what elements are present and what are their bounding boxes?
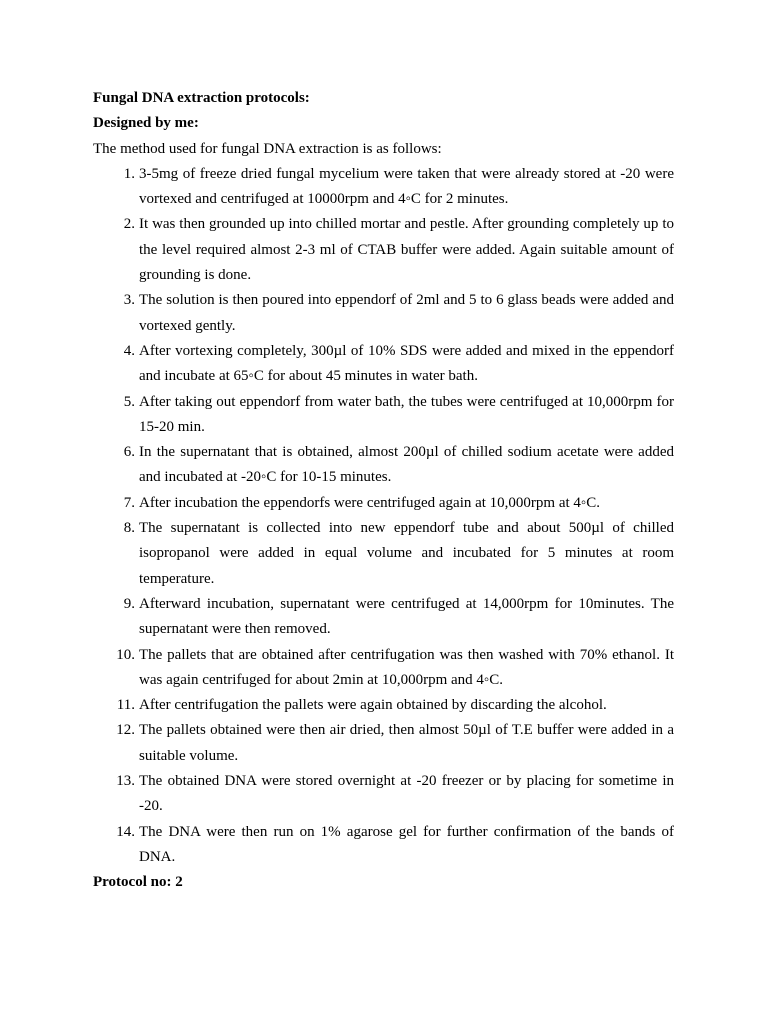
- step-number: 13.: [116, 773, 135, 790]
- step-text: After vortexing completely, 300µl of 10% SDS were added and mixed in the eppendorf and incubate at 65◦C for about 45 minutes in water bath.: [139, 342, 674, 385]
- list-item: [93, 288, 674, 339]
- step-text: After centrifugation the pallets were again obtained by discarding the alcohol.: [139, 697, 607, 714]
- step-number: 11.: [116, 697, 135, 714]
- step-text: The pallets obtained were then air dried, then almost 50µl of T.E buffer were added in a suitable volume.: [139, 722, 674, 764]
- step-text: It was then grounded up into chilled mortar and pestle. After grounding completely up to the level required almost 2-3 ml of CTAB buffer were added. Again suitable amount of grounding is done.: [139, 216, 674, 284]
- step-number: 4.: [123, 342, 135, 359]
- list-item: [93, 339, 674, 390]
- step-number: 6.: [123, 444, 135, 461]
- author-line: Designed by me:: [93, 115, 199, 132]
- document-body: [93, 86, 674, 896]
- list-item: [93, 643, 674, 694]
- step-number: 2.: [123, 216, 135, 233]
- list-item: [93, 693, 674, 718]
- step-text: In the supernatant that is obtained, almost 200µl of chilled sodium acetate were added and incubated at -20◦C for 10-15 minutes.: [139, 444, 674, 486]
- document-title: Fungal DNA extraction protocols:: [93, 90, 310, 106]
- step-number: 7.: [123, 494, 135, 511]
- step-text: The solution is then poured into eppendorf of 2ml and 5 to 6 glass beads were added and vortexed gently.: [139, 292, 674, 334]
- step-text: After incubation the eppendorfs were centrifuged again at 10,000rpm at 4◦C.: [139, 494, 600, 511]
- step-number: 3.: [123, 292, 135, 309]
- list-item: [93, 491, 674, 516]
- step-number: 5.: [123, 393, 135, 410]
- step-text: The obtained DNA were stored overnight at -20 freezer or by placing for sometime in -20.: [139, 773, 674, 815]
- step-text: 3-5mg of freeze dried fungal mycelium were taken that were already stored at -20 were vortexed and centrifuged at 10000rpm and 4◦C for 2 minutes.: [139, 165, 674, 208]
- next-protocol-heading: Protocol no: 2: [93, 874, 183, 891]
- list-item: [93, 820, 674, 871]
- step-number: 1.: [123, 165, 135, 182]
- protocol-steps-list: [93, 162, 674, 870]
- step-number: 14.: [116, 823, 135, 840]
- list-item: [93, 390, 674, 441]
- step-number: 8.: [123, 520, 135, 537]
- list-item: [93, 162, 674, 213]
- list-item: [93, 769, 674, 820]
- list-item: [93, 718, 674, 769]
- step-number: 9.: [123, 595, 135, 612]
- list-item: [93, 516, 674, 592]
- list-item: [93, 212, 674, 288]
- step-text: The pallets that are obtained after centrifugation was then washed with 70% ethanol. It was again centrifuged for about 2min at 10,000rpm and 4◦C.: [139, 646, 674, 688]
- list-item: [93, 592, 674, 643]
- step-text: The supernatant is collected into new eppendorf tube and about 500µl of chilled isopropanol were added in equal volume and incubated for 5 minutes at room temperature.: [139, 520, 674, 587]
- step-number: 12.: [116, 722, 135, 739]
- step-text: Afterward incubation, supernatant were centrifuged at 14,000rpm for 10minutes. The supernatant were then removed.: [139, 595, 674, 638]
- step-number: 10.: [116, 646, 135, 663]
- list-item: [93, 440, 674, 491]
- step-text: The DNA were then run on 1% agarose gel for further confirmation of the bands of DNA.: [139, 823, 674, 865]
- intro-paragraph: The method used for fungal DNA extraction is as follows:: [93, 140, 442, 157]
- step-text: After taking out eppendorf from water bath, the tubes were centrifuged at 10,000rpm for 15-20 min.: [139, 393, 674, 435]
